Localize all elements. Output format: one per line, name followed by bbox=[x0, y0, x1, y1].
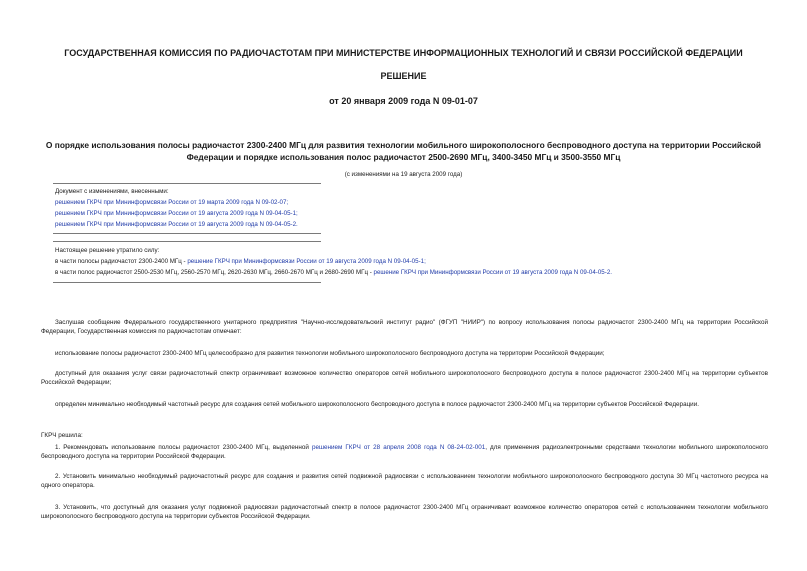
paragraph-note-1 bbox=[41, 349, 768, 358]
invalidation-line-1-text: в части полосы радиочастот 2300-2400 МГц - bbox=[55, 258, 188, 265]
amendments-bottom-rule bbox=[53, 233, 321, 234]
document-title: О порядке использования полосы радиочастот 2300-2400 МГц для развития технологии мобильного широкополосного беспроводного доступа на территории Российской Федерации и порядке использования полос радиочастот 2500-2690 МГц, 3400-3450 МГц и 3500-3550 МГц bbox=[45, 140, 762, 162]
invalidation-heading: Настоящее решение утратило силу: bbox=[55, 247, 160, 254]
document-type: РЕШЕНИЕ bbox=[380, 71, 427, 81]
amendments-heading: Документ с изменениями, внесенными: bbox=[55, 188, 169, 195]
amendment-link-1[interactable]: решением ГКРЧ при Мининформсвязи России от 19 марта 2009 года N 09-02-07; bbox=[55, 199, 289, 206]
decision-item-2-text: 2. Установить минимально необходимый радиочастотный ресурс для создания и развития сетей подвижной радиосвязи с использованием технологии мобильного широкополосного беспроводного доступа 30 МГц частотного ресурса на одного оператора. bbox=[41, 473, 768, 490]
invalidation-line-2 bbox=[55, 268, 612, 277]
amendments-top-rule bbox=[53, 183, 321, 184]
paragraph-note-2 bbox=[41, 369, 768, 388]
invalidation-line-1 bbox=[55, 257, 426, 266]
decision-item-3-text: 3. Установить, что доступный для оказания услуг подвижной радиосвязи радиочастотный спектр в полосе радиочастот 2300-2400 МГц ограничивает возможное количество операторов сетей с использованием технологии мобильного широкополосного беспроводного доступа на территории субъектов Российской Федерации. bbox=[41, 504, 768, 521]
invalidation-line-2-text: в части полос радиочастот 2500-2530 МГц, 2560-2570 МГц, 2620-2630 МГц, 2660-2670 МГц и 2680-2690 МГц - bbox=[55, 269, 374, 276]
paragraph-note-2-text: доступный для оказания услуг связи радиочастотный спектр ограничивает возможное количество операторов сетей мобильного широкополосного беспроводного доступа в полосе радиочастот 2300-2400 МГц на территории субъектов Российской Федерации; bbox=[41, 370, 768, 387]
invalidation-link-1[interactable]: решение ГКРЧ при Мининформсвязи России от 19 августа 2009 года N 09-04-05-1; bbox=[187, 258, 426, 265]
paragraph-intro-text: Заслушав сообщение Федерального государственного унитарного предприятия "Научно-исследовательский институт радио" (ФГУП "НИИР") по вопросу использования полосы радиочастот 2300-2400 МГц на территории Российской Федерации, Государственная комиссия по радиочастотам отмечает: bbox=[41, 319, 768, 336]
paragraph-note-1-text: использование полосы радиочастот 2300-2400 МГц целесообразно для развития технологии мобильного широкополосного беспроводного доступа на территории Российской Федерации; bbox=[55, 350, 605, 357]
issuing-authority: ГОСУДАРСТВЕННАЯ КОМИССИЯ ПО РАДИОЧАСТОТАМ ПРИ МИНИСТЕРСТВЕ ИНФОРМАЦИОННЫХ ТЕХНОЛОГИЙ И СВЯЗИ РОССИЙСКОЙ ФЕДЕРАЦИИ bbox=[64, 48, 743, 58]
decision-item-1-text: 1. Рекомендовать использование полосы радиочастот 2300-2400 МГц, выделенной bbox=[55, 444, 312, 451]
amendment-link-2[interactable]: решением ГКРЧ при Мининформсвязи России от 19 августа 2009 года N 09-04-05-1; bbox=[55, 210, 298, 217]
invalidation-bottom-rule bbox=[53, 282, 321, 283]
paragraph-intro bbox=[41, 318, 768, 337]
decision-item-1-suffix: , для применения радиоэлектронными средствами технологии мобильного широкополосного беспроводного доступа на территории Российской Федерации. bbox=[41, 444, 768, 461]
document-date-number: от 20 января 2009 года N 09-01-07 bbox=[329, 96, 478, 106]
decision-item-2 bbox=[41, 472, 768, 491]
amendment-link-3[interactable]: решением ГКРЧ при Мининформсвязи России от 19 августа 2009 года N 09-04-05-2. bbox=[55, 221, 298, 228]
decision-heading: ГКРЧ решила: bbox=[41, 432, 83, 439]
decision-item-1 bbox=[41, 443, 768, 462]
invalidation-link-2[interactable]: решение ГКРЧ при Мининформсвязи России от 19 августа 2009 года N 09-04-05-2. bbox=[373, 269, 612, 276]
paragraph-note-3-text: определен минимально необходимый частотный ресурс для создания сетей мобильного широкополосного беспроводного доступа в полосе радиочастот 2300-2400 МГц на территории субъектов Российской Федерации. bbox=[55, 401, 699, 408]
invalidation-top-rule bbox=[53, 241, 321, 242]
paragraph-note-3 bbox=[41, 400, 768, 409]
decision-item-1-link[interactable]: решением ГКРЧ от 28 апреля 2008 года N 08-24-02-001 bbox=[311, 444, 486, 451]
edit-note: (с изменениями на 19 августа 2009 года) bbox=[344, 171, 463, 178]
decision-item-3 bbox=[41, 503, 768, 522]
